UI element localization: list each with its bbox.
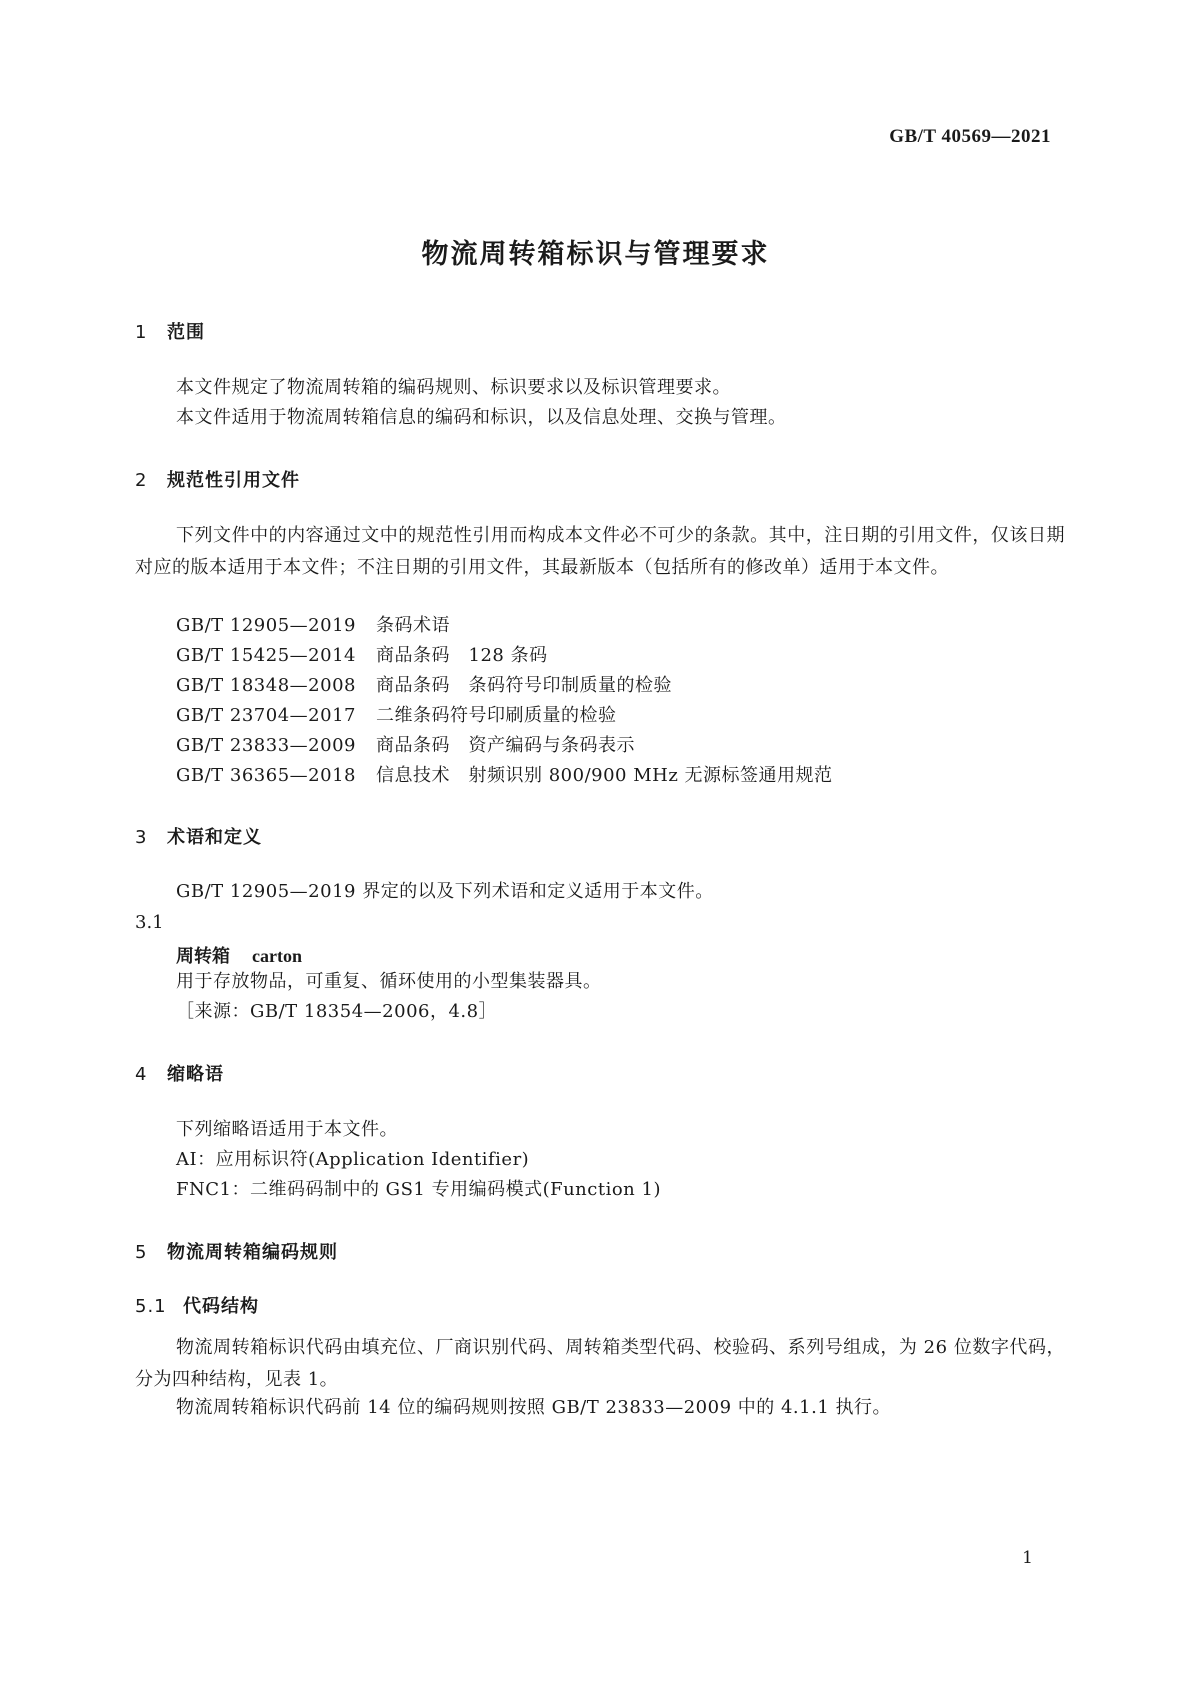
reference-title: 信息技术 射频识别 800/900 MHz 无源标签通用规范 (376, 765, 833, 786)
reference-item (176, 670, 672, 702)
term-definition: 用于存放物品，可重复、循环使用的小型集装器具。 (176, 971, 602, 992)
reference-item (176, 730, 635, 762)
section-4-heading (135, 1060, 224, 1086)
reference-standard: GB/T 18348—2008 (176, 675, 356, 696)
paragraph: 本文件规定了物流周转箱的编码规则、标识要求以及标识管理要求。 (176, 377, 731, 398)
section-3-heading (135, 823, 262, 849)
paragraph: 物流周转箱标识代码由填充位、厂商识别代码、周转箱类型代码、校验码、系列号组成，为 26 位数字代码，分为四种结构，见表 1。 (135, 1337, 1065, 1390)
document-title: 物流周转箱标识与管理要求 (421, 239, 770, 270)
section-number: 5.1 (135, 1296, 167, 1317)
paragraph: 本文件适用于物流周转箱信息的编码和标识，以及信息处理、交换与管理。 (176, 407, 787, 428)
paragraph: 下列文件中的内容通过文中的规范性引用而构成本文件必不可少的条款。其中，注日期的引用文件，仅该日期对应的版本适用于本文件；不注日期的引用文件，其最新版本（包括所有的修改单）适用于本文件。 (135, 525, 1065, 578)
section-title: 代码结构 (183, 1296, 259, 1317)
paragraph: GB/T 12905—2019 界定的以及下列术语和定义适用于本文件。 (176, 881, 714, 902)
reference-standard: GB/T 23704—2017 (176, 705, 356, 726)
section-number: 4 (135, 1064, 148, 1085)
section-number: 2 (135, 470, 148, 491)
section-2-heading (135, 466, 300, 492)
paragraph: 下列缩略语适用于本文件。 (176, 1119, 398, 1140)
reference-item (176, 760, 833, 792)
section-title: 缩略语 (167, 1064, 224, 1085)
reference-standard: GB/T 36365—2018 (176, 765, 356, 786)
term-name (176, 942, 302, 968)
section-number: 3 (135, 827, 148, 848)
section-title: 范围 (167, 322, 205, 343)
term-number: 3.1 (135, 912, 164, 933)
section-title: 规范性引用文件 (167, 470, 300, 491)
reference-title: 二维条码符号印刷质量的检验 (376, 705, 617, 726)
abbreviation-item: FNC1：二维码码制中的 GS1 专用编码模式(Function 1) (176, 1179, 661, 1200)
term-source: ［来源：GB/T 18354—2006，4.8］ (176, 1001, 498, 1022)
reference-item (176, 610, 450, 642)
reference-standard: GB/T 12905—2019 (176, 615, 356, 636)
paragraph: 物流周转箱标识代码前 14 位的编码规则按照 GB/T 23833—2009 中的 4.1.1 执行。 (176, 1397, 891, 1418)
section-number: 1 (135, 322, 148, 343)
section-number: 5 (135, 1242, 148, 1263)
reference-standard: GB/T 15425—2014 (176, 645, 356, 666)
section-title: 物流周转箱编码规则 (167, 1242, 338, 1263)
term-name-cn: 周转箱 (176, 946, 230, 967)
section-1-heading (135, 318, 205, 344)
reference-title: 商品条码 条码符号印制质量的检验 (376, 675, 672, 696)
reference-title: 商品条码 128 条码 (376, 645, 548, 666)
subsection-5-1-heading (135, 1292, 259, 1318)
section-title: 术语和定义 (167, 827, 262, 848)
page-number: 1 (1022, 1548, 1033, 1568)
section-5-heading (135, 1238, 338, 1264)
abbreviation-item: AI：应用标识符(Application Identifier) (176, 1149, 530, 1170)
reference-title: 商品条码 资产编码与条码表示 (376, 735, 635, 756)
standard-number: GB/T 40569—2021 (889, 126, 1051, 147)
term-name-en: carton (252, 946, 302, 966)
reference-item (176, 640, 548, 672)
reference-title: 条码术语 (376, 615, 450, 636)
reference-item (176, 700, 617, 732)
reference-standard: GB/T 23833—2009 (176, 735, 356, 756)
